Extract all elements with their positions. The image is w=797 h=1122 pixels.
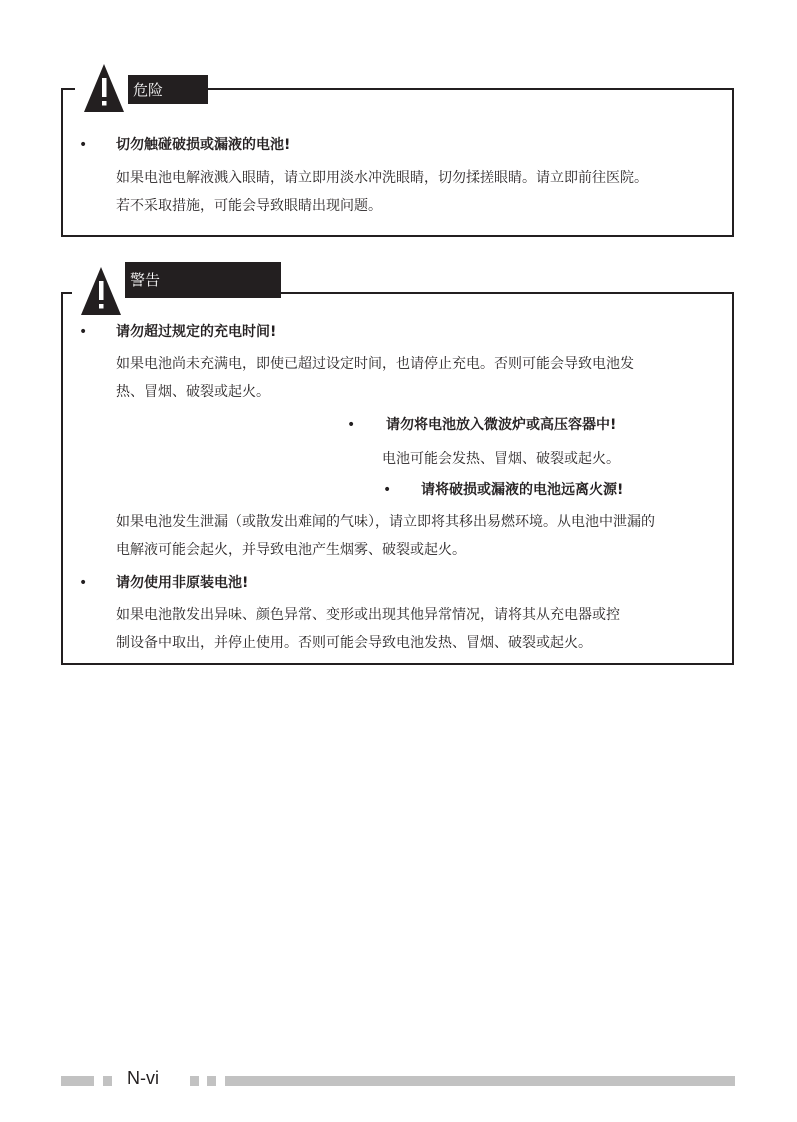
- warning-heading: 请将破损或漏液的电池远离火源!: [421, 482, 624, 498]
- footer-bar: [103, 1076, 112, 1086]
- bullet: •: [79, 324, 88, 340]
- warning-label: 警告: [125, 262, 281, 298]
- bullet: •: [347, 417, 356, 433]
- warning-text-line: 电池可能会发热、冒烟、破裂或起火。: [382, 451, 620, 467]
- bullet: •: [79, 137, 88, 153]
- warning-text-line: 如果电池尚未充满电，即使已超过设定时间，也请停止充电。否则可能会导致电池发: [116, 356, 634, 372]
- danger-label: 危险: [128, 75, 208, 104]
- footer-bar: [207, 1076, 216, 1086]
- bullet: •: [383, 482, 392, 498]
- warning-text-line: 热、冒烟、破裂或起火。: [116, 384, 270, 400]
- warning-text-line: 如果电池散发出异味、颜色异常、变形或出现其他异常情况，请将其从充电器或控: [116, 607, 620, 623]
- footer-bar: [190, 1076, 199, 1086]
- warning-triangle-icon: [82, 62, 126, 114]
- danger-text-line: 若不采取措施，可能会导致眼睛出现问题。: [116, 198, 382, 214]
- warning-text-line: 电解液可能会起火，并导致电池产生烟雾、破裂或起火。: [116, 542, 466, 558]
- page-number: N-vi: [127, 1068, 159, 1088]
- danger-heading: 切勿触碰破损或漏液的电池!: [116, 137, 291, 153]
- danger-text-line: 如果电池电解液溅入眼睛，请立即用淡水冲洗眼睛，切勿揉搓眼睛。请立即前往医院。: [116, 170, 648, 186]
- warning-text-line: 制设备中取出，并停止使用。否则可能会导致电池发热、冒烟、破裂或起火。: [116, 635, 592, 651]
- footer-bar: [225, 1076, 735, 1086]
- warning-heading: 请勿使用非原装电池!: [116, 575, 249, 591]
- warning-text-line: 如果电池发生泄漏（或散发出难闻的气味），请立即将其移出易燃环境。从电池中泄漏的: [116, 514, 655, 530]
- warning-heading: 请勿超过规定的充电时间!: [116, 324, 277, 340]
- warning-triangle-icon: [79, 265, 123, 317]
- footer-bar: [61, 1076, 94, 1086]
- warning-heading: 请勿将电池放入微波炉或高压容器中!: [386, 417, 617, 433]
- bullet: •: [79, 575, 88, 591]
